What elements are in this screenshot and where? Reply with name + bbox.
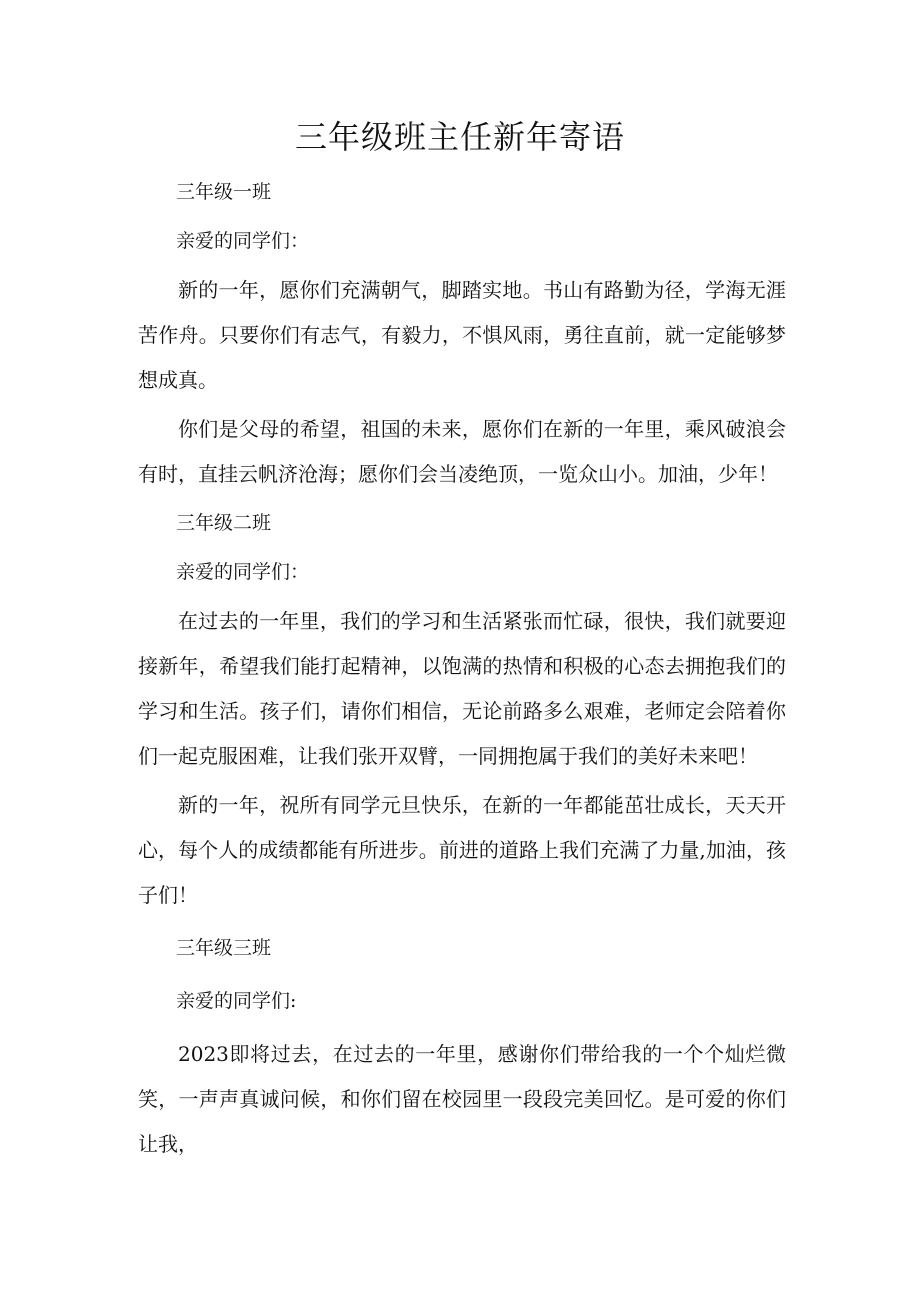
document-body xyxy=(138,170,786,1167)
section-class-2 xyxy=(138,501,786,918)
class-heading: 三年级三班 xyxy=(176,937,272,959)
paragraph: 2023即将过去，在过去的一年里，感谢你们带给我的一个个灿烂微笑，一声声真诚问候，和你们留在校园里一段段完美回忆。是可爱的你们让我， xyxy=(138,1042,786,1156)
greeting: 亲爱的同学们： xyxy=(176,230,310,252)
paragraph: 新的一年，祝所有同学元旦快乐，在新的一年都能茁壮成长，天天开心，每个人的成绩都能有所进步。前进的道路上我们充满了力量,加油，孩子们！ xyxy=(138,793,786,907)
section-class-3 xyxy=(138,926,786,1167)
greeting: 亲爱的同学们： xyxy=(176,561,310,583)
paragraph: 在过去的一年里，我们的学习和生活紧张而忙碌，很快，我们就要迎接新年，希望我们能打起精神，以饱满的热情和积极的心态去拥抱我们的学习和生活。孩子们，请你们相信，无论前路多么艰难，老师定会陪着你们一起克服困难，让我们张开双臂，一同拥抱属于我们的美好未来吧！ xyxy=(138,609,786,768)
document-title: 三年级班主任新年寄语 xyxy=(294,118,625,156)
paragraph: 新的一年，愿你们充满朝气，脚踏实地。书山有路勤为径，学海无涯苦作舟。只要你们有志气，有毅力，不惧风雨，勇往直前，就一定能够梦想成真。 xyxy=(138,278,786,392)
class-heading: 三年级一班 xyxy=(176,181,272,203)
paragraph: 你们是父母的希望，祖国的未来，愿你们在新的一年里，乘风破浪会有时，直挂云帆济沧海；愿你们会当凌绝顶，一览众山小。加油，少年！ xyxy=(138,417,786,486)
greeting: 亲爱的同学们: xyxy=(176,990,297,1012)
class-heading: 三年级二班 xyxy=(176,512,272,534)
section-class-1 xyxy=(138,170,786,497)
